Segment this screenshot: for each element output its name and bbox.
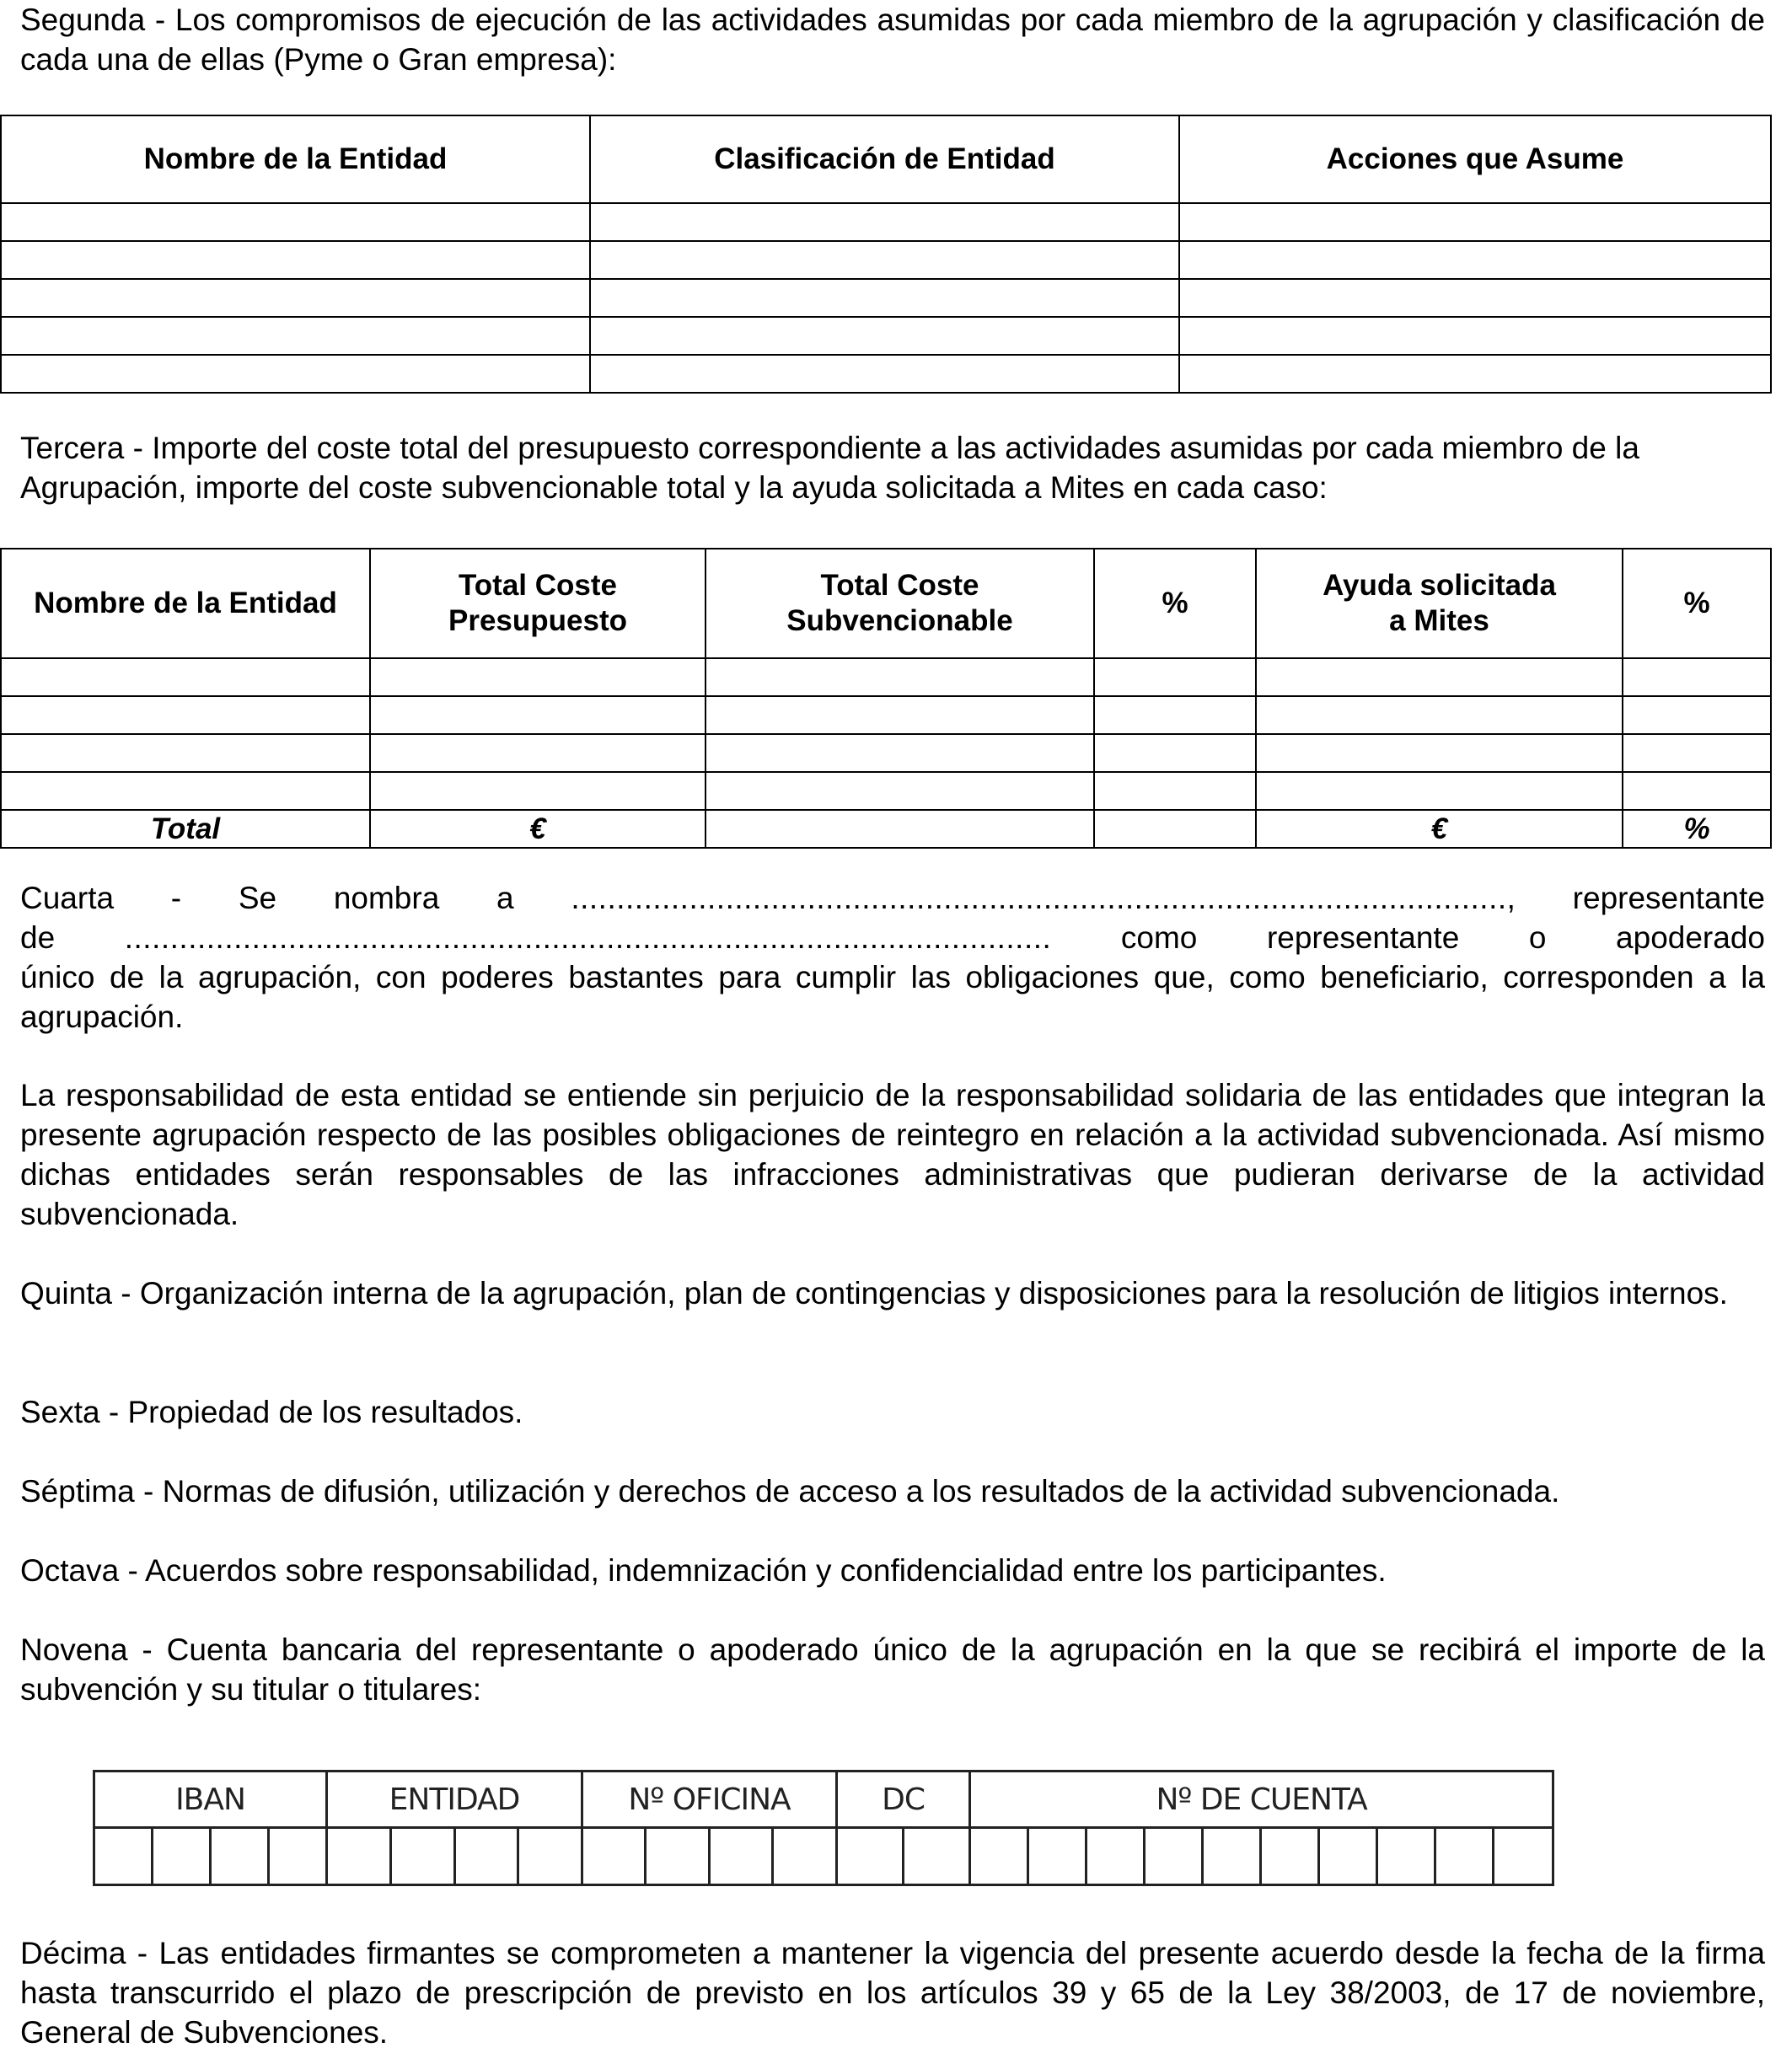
table-cell[interactable]: [1179, 241, 1771, 279]
oficina-digit-box[interactable]: [582, 1828, 646, 1885]
section-cuarta-line2: [20, 918, 1765, 957]
cuarta-text-end: , representante: [1506, 881, 1765, 915]
section-sexta: Sexta - Propiedad de los resultados.: [20, 1395, 523, 1429]
table-row: [1, 658, 1771, 696]
total-porcentaje[interactable]: [1094, 810, 1256, 848]
table-cell[interactable]: [1094, 696, 1256, 734]
header-total-coste-presupuesto: Total Coste Presupuesto: [370, 549, 706, 658]
table-cell[interactable]: [1179, 355, 1771, 393]
table-cell[interactable]: [1, 203, 590, 241]
table-cell[interactable]: [1623, 658, 1771, 696]
table-row: [1, 772, 1771, 810]
cuarta-line2-end: como representante o apoderado: [1051, 920, 1765, 955]
cuenta-digit-box[interactable]: [1319, 1828, 1377, 1885]
header-porcentaje-ayuda: %: [1623, 549, 1771, 658]
table-cell[interactable]: [1, 317, 590, 355]
section-segunda: Segunda - Los compromisos de ejecución de las actividades asumidas por cada miembro de la agrupación y clasificación de cada una de ellas (Pyme o Gran empresa):: [20, 3, 1765, 77]
table-cell[interactable]: [1256, 734, 1623, 772]
paragraph-responsabilidad: La responsabilidad de esta entidad se entiende sin perjuicio de la responsabilidad solidaria de las entidades que integran la presente agrupación respecto de las posibles obligaciones de reintegro en relación a la actividad subvencionada. Así mismo dichas entidades serán responsables de las infracciones administrativas que pudieran derivarse de la actividad subvencionada.: [20, 1078, 1765, 1231]
table-cell[interactable]: [1623, 734, 1771, 772]
header-entidad: ENTIDAD: [327, 1772, 582, 1828]
total-coste-subvencionable[interactable]: [706, 810, 1094, 848]
table-cell[interactable]: [1, 355, 590, 393]
table-row: [1, 203, 1771, 241]
section-cuarta-line1: [20, 878, 1765, 918]
entidad-representada-fill[interactable]: ......................................................................................................: [124, 920, 1052, 955]
table-cell[interactable]: [1179, 279, 1771, 317]
entidad-digit-box[interactable]: [391, 1828, 455, 1885]
header-total-coste-subvencionable: Total Coste Subvencionable: [706, 549, 1094, 658]
cuenta-digit-box[interactable]: [970, 1828, 1028, 1885]
table-cell[interactable]: [706, 772, 1094, 810]
iban-digit-box[interactable]: [269, 1828, 327, 1885]
table-cell[interactable]: [706, 734, 1094, 772]
table-cell[interactable]: [1, 658, 370, 696]
oficina-digit-box[interactable]: [710, 1828, 773, 1885]
table-cell[interactable]: [1, 734, 370, 772]
section-septima: Séptima - Normas de difusión, utilización y derechos de acceso a los resultados de la actividad subvencionada.: [20, 1474, 1560, 1509]
cuenta-digit-box[interactable]: [1028, 1828, 1086, 1885]
table-cell[interactable]: [590, 317, 1179, 355]
header-dc: DC: [837, 1772, 970, 1828]
header-ayuda-solicitada: Ayuda solicitada a Mites: [1256, 549, 1623, 658]
table-cell[interactable]: [1623, 696, 1771, 734]
cuenta-digit-box[interactable]: [1086, 1828, 1145, 1885]
cuenta-digit-box[interactable]: [1494, 1828, 1553, 1885]
table-cell[interactable]: [590, 241, 1179, 279]
cuarta-line2-start: de: [20, 920, 125, 955]
total-ayuda-euro[interactable]: €: [1256, 810, 1623, 848]
digit-row: [94, 1828, 1553, 1885]
section-quinta: Quinta - Organización interna de la agrupación, plan de contingencias y disposiciones para la resolución de litigios internos.: [20, 1276, 1728, 1311]
table-row: [1, 734, 1771, 772]
table-cell[interactable]: [1094, 734, 1256, 772]
oficina-digit-box[interactable]: [646, 1828, 710, 1885]
table-cell[interactable]: [1256, 772, 1623, 810]
total-row: [1, 810, 1771, 848]
table-cell[interactable]: [1256, 658, 1623, 696]
cuarta-text-start: Cuarta - Se nombra a: [20, 881, 571, 915]
entidad-digit-box[interactable]: [518, 1828, 582, 1885]
table-cell[interactable]: [1, 279, 590, 317]
section-cuarta-rest: único de la agrupación, con poderes bastantes para cumplir las obligaciones que, como beneficiario, corresponden a la agrupación.: [20, 960, 1765, 1034]
table-cell[interactable]: [706, 696, 1094, 734]
iban-digit-box[interactable]: [153, 1828, 211, 1885]
total-ayuda-porcentaje[interactable]: %: [1623, 810, 1771, 848]
section-decima: Décima - Las entidades firmantes se comprometen a mantener la vigencia del presente acuerdo desde la fecha de la firma hasta transcurrido el plazo de prescripción de previsto en los artículos 39 y 65 de la Ley 38/2003, de 17 de noviembre, General de Subvenciones.: [20, 1936, 1765, 2050]
entidad-digit-box[interactable]: [327, 1828, 391, 1885]
table-cuenta-bancaria: [93, 1770, 1554, 1886]
table-cell[interactable]: [590, 355, 1179, 393]
header-porcentaje: %: [1094, 549, 1256, 658]
cuenta-digit-box[interactable]: [1435, 1828, 1494, 1885]
section-novena: Novena - Cuenta bancaria del representante o apoderado único de la agrupación en la que se recibirá el importe de la subvención y su titular o titulares:: [20, 1632, 1765, 1707]
section-octava: Octava - Acuerdos sobre responsabilidad, indemnización y confidencialidad entre los participantes.: [20, 1553, 1387, 1588]
header-acciones-asume: Acciones que Asume: [1179, 115, 1771, 203]
table-cell[interactable]: [1094, 658, 1256, 696]
iban-digit-box[interactable]: [94, 1828, 153, 1885]
header-clasificacion-entidad: Clasificación de Entidad: [590, 115, 1179, 203]
header-nombre-entidad: Nombre de la Entidad: [1, 115, 590, 203]
total-coste-presupuesto-euro[interactable]: €: [370, 810, 706, 848]
header-nombre-entidad: Nombre de la Entidad: [1, 549, 370, 658]
table-presupuesto: [0, 548, 1772, 849]
table-cell[interactable]: [1256, 696, 1623, 734]
table-cell[interactable]: [706, 658, 1094, 696]
oficina-digit-box[interactable]: [773, 1828, 837, 1885]
table-row: [1, 279, 1771, 317]
table-entidades: [0, 115, 1772, 394]
dc-digit-box[interactable]: [837, 1828, 904, 1885]
table-cell[interactable]: [370, 772, 706, 810]
table-cell[interactable]: [1179, 203, 1771, 241]
header-oficina: Nº OFICINA: [582, 1772, 837, 1828]
total-label: Total: [1, 810, 370, 848]
header-iban: IBAN: [94, 1772, 327, 1828]
section-tercera: Tercera - Importe del coste total del presupuesto correspondiente a las actividades asumidas por cada miembro de la Agrupación, importe del coste subvencionable total y la ayuda solicitada a Mites en cada caso:: [20, 431, 1639, 505]
table-cell[interactable]: [370, 696, 706, 734]
table-cell[interactable]: [1179, 317, 1771, 355]
table-cell[interactable]: [1623, 772, 1771, 810]
table-cell[interactable]: [1094, 772, 1256, 810]
cuenta-digit-box[interactable]: [1377, 1828, 1435, 1885]
cuenta-digit-box[interactable]: [1145, 1828, 1203, 1885]
representante-name-fill[interactable]: .......................................................................................................: [571, 881, 1507, 915]
table-cell[interactable]: [1, 696, 370, 734]
table-cell[interactable]: [1, 241, 590, 279]
dc-digit-box[interactable]: [904, 1828, 970, 1885]
table-row: [1, 696, 1771, 734]
cuenta-digit-box[interactable]: [1261, 1828, 1319, 1885]
table-row: [1, 317, 1771, 355]
table-cell[interactable]: [590, 279, 1179, 317]
table-cell[interactable]: [1, 772, 370, 810]
cuenta-digit-box[interactable]: [1203, 1828, 1261, 1885]
table-cell[interactable]: [590, 203, 1179, 241]
table-row: [1, 241, 1771, 279]
entidad-digit-box[interactable]: [455, 1828, 518, 1885]
table-row: [1, 355, 1771, 393]
table-cell[interactable]: [370, 658, 706, 696]
iban-digit-box[interactable]: [211, 1828, 269, 1885]
header-numero-cuenta: Nº DE CUENTA: [970, 1772, 1553, 1828]
table-cell[interactable]: [370, 734, 706, 772]
